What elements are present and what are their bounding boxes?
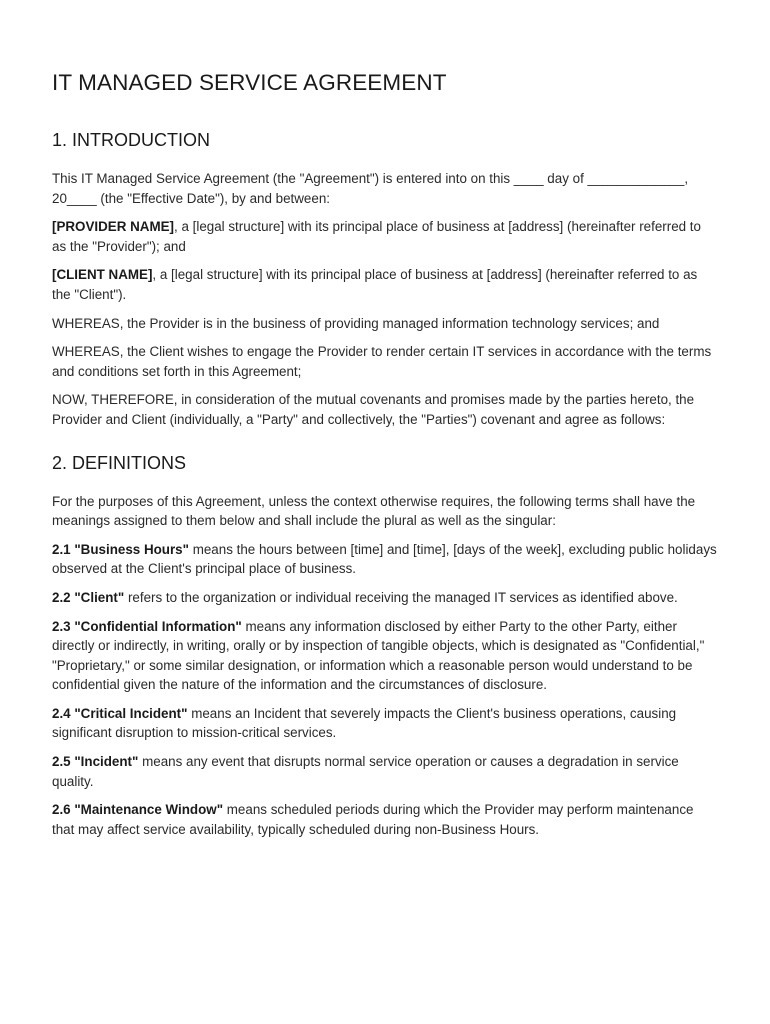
section-heading: 1. INTRODUCTION xyxy=(52,130,211,150)
definition-term: 2.1 "Business Hours" xyxy=(52,541,189,557)
definition-term: 2.2 "Client" xyxy=(52,589,125,605)
definition-term: 2.6 "Maintenance Window" xyxy=(52,802,224,818)
definition-item xyxy=(52,588,718,608)
definition-text: means scheduled periods during which the Provider may perform maintenance that may affect service availability, typically scheduled during non-Business Hours. xyxy=(52,802,694,837)
definition-item xyxy=(52,540,718,579)
definition-text: refers to the organization or individual receiving the managed IT services as identified above. xyxy=(124,589,678,605)
definition-text: means any event that disrupts normal service operation or causes a degradation in service quality. xyxy=(52,754,679,789)
definition-item xyxy=(52,617,718,695)
definition-text: means any information disclosed by either Party to the other Party, either directly or indirectly, in writing, orally or by inspection of tangible objects, which is designated as "Confidential," "Proprietary," or some similar designation, or information which a reasonable person would understand to be confidential given the nature of the information and the circumstances of disclosure. xyxy=(52,618,705,693)
client-description: , a [legal structure] with its principal place of business at [address] (hereinafter referred to as the "Client"). xyxy=(52,267,698,302)
intro-paragraph: This IT Managed Service Agreement (the "Agreement") is entered into on this ____ day of _____________, 20____ (the "Effective Date"), by and between: xyxy=(52,171,689,206)
provider-name-placeholder: [PROVIDER NAME] xyxy=(52,219,175,235)
now-therefore-paragraph: NOW, THEREFORE, in consideration of the mutual covenants and promises made by the parties hereto, the Provider and Client (individually, a "Party" and collectively, the "Parties") covenant and agree as follows: xyxy=(52,392,695,427)
section-heading: 2. DEFINITIONS xyxy=(52,452,187,473)
provider-description: , a [legal structure] with its principal place of business at [address] (hereinafter referred to as the "Provider"); and xyxy=(52,219,701,254)
definition-item xyxy=(52,704,718,743)
document-title: IT MANAGED SERVICE AGREEMENT xyxy=(52,70,447,95)
definitions-intro: For the purposes of this Agreement, unless the context otherwise requires, the following terms shall have the meanings assigned to them below and shall include the plural as well as the singular: xyxy=(52,493,696,529)
whereas-paragraph: WHEREAS, the Provider is in the business of providing managed information technology services; and xyxy=(52,315,660,331)
client-name-placeholder: [CLIENT NAME] xyxy=(52,267,153,283)
definition-text: means the hours between [time] and [time], [days of the week], excluding public holidays observed at the Client's principal place of business. xyxy=(52,541,717,577)
definition-term: 2.3 "Confidential Information" xyxy=(52,618,242,634)
whereas-paragraph: WHEREAS, the Client wishes to engage the Provider to render certain IT services in accordance with the terms and conditions set forth in this Agreement; xyxy=(52,344,712,379)
definition-text: means an Incident that severely impacts the Client's business operations, causing significant disruption to mission-critical services. xyxy=(52,705,677,741)
definition-term: 2.4 "Critical Incident" xyxy=(52,705,188,721)
section-introduction xyxy=(52,130,718,430)
section-definitions xyxy=(52,453,718,840)
definition-item xyxy=(52,800,718,839)
definition-term: 2.5 "Incident" xyxy=(52,754,139,770)
definition-item xyxy=(52,752,718,791)
client-paragraph xyxy=(52,265,718,304)
provider-paragraph xyxy=(52,217,718,256)
